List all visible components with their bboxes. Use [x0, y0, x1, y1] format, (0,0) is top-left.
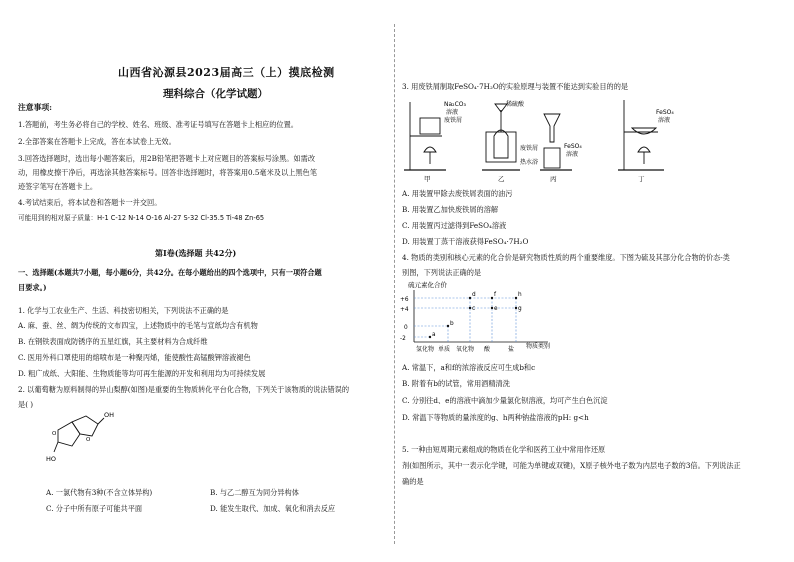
- category-element: 单质: [438, 346, 451, 353]
- q1-option-b: B. 在钢铁表面成防锈序的五星红旗，其主要材料为合成纤维: [18, 337, 208, 346]
- point-g: [515, 307, 517, 309]
- caption-bing: 丙: [550, 175, 557, 183]
- chart-ylabel: 硫元素化合价: [408, 281, 447, 289]
- section-intro-2: 目要求。): [18, 283, 47, 292]
- q1-option-a: A. 麻、蚕、丝、绸为传统的文布四宝，上述物质中的毛笔与宣纸均含有机物: [18, 321, 258, 330]
- label-e: e: [494, 306, 498, 312]
- ytick-zero: 0: [404, 325, 408, 331]
- q2-stem-2: 是( ): [18, 400, 34, 409]
- q4-option-b: B. 附着有b的试管，常用酒精清洗: [402, 379, 510, 388]
- q3-option-c: C. 用装置丙过滤得到FeSO₄溶液: [402, 221, 507, 230]
- ho-label: HO: [46, 455, 57, 463]
- label-feso4-c: FeSO₄: [564, 143, 582, 150]
- label-h: h: [518, 292, 522, 298]
- chart-xlabel: 物质类别: [526, 343, 551, 350]
- svg-text:O: O: [86, 437, 91, 443]
- point-b: [447, 325, 449, 327]
- notice-heading: 注意事项:: [18, 103, 53, 112]
- oh-label: OH: [104, 411, 115, 419]
- q2-option-b: B. 与乙二醇互为同分异构体: [210, 488, 299, 497]
- label-d: d: [472, 292, 476, 298]
- column-divider: [394, 24, 395, 544]
- q5-stem-1: 5. 一种由短周期元素组成的物质在化学和医药工业中常用作还原: [402, 445, 606, 454]
- isosorbide-structure: [36, 408, 126, 464]
- point-c: [469, 307, 471, 309]
- exam-title: 山西省沁源县2023届高三（上）摸底检测: [118, 66, 335, 79]
- ytick-plus4: +4: [400, 307, 409, 313]
- q3-option-a: A. 用装置甲除去废铁屑表面的油污: [402, 189, 513, 198]
- label-solution-c: 溶液: [566, 151, 579, 158]
- section-intro-1: 一、选择题(本题共7小题，每小题6分，共42分。在每小题给出的四个选项中，只有一项符合题: [18, 268, 322, 277]
- q3-apparatus: [402, 92, 682, 184]
- category-salt: 盐: [508, 346, 515, 353]
- label-solution-a: 溶液: [446, 109, 459, 116]
- q5-stem-3: 确的是: [402, 477, 424, 486]
- q4-option-a: A. 常温下，a和f的浓溶液反应可生成b和c: [402, 363, 536, 372]
- point-d: [469, 297, 471, 299]
- label-scrap-iron-a: 废铁屑: [444, 117, 463, 124]
- q4-stem-2: 别图，下列说法正确的是: [402, 268, 482, 277]
- label-na2co3: Na₂CO₃: [444, 101, 466, 108]
- notice-line-4: 动，用橡皮擦干净后，再选涂其他答案标号。回答非选择题时，将答案用0.5毫米及以上黑色笔: [18, 168, 317, 177]
- label-c: c: [472, 306, 476, 312]
- notice-line-1: 1.答题前，考生务必将自己的学校、姓名、班级、准考证号填写在答题卡上相应的位置。: [18, 120, 298, 129]
- label-g: g: [518, 306, 522, 312]
- apparatus-jia: [404, 101, 466, 170]
- q4-option-c: C. 分别往d、e的溶液中滴加少量氯化钡溶液，均可产生白色沉淀: [402, 396, 608, 405]
- apparatus-ding: [618, 100, 674, 170]
- point-e: [491, 307, 493, 309]
- valence-category-chart: [398, 278, 568, 354]
- ytick-plus6: +6: [400, 297, 409, 303]
- category-oxide: 氧化物: [456, 346, 475, 353]
- q1-option-c: C. 医用外科口罩使用的熔喷布是一种聚丙烯，能使酸性高锰酸钾溶液褪色: [18, 353, 251, 362]
- atomic-mass-line: 可能用到的相对原子质量：H-1 C-12 N-14 O-16 Al-27 S-32 Cl-35.5 Ti-48 Zn-65: [18, 214, 265, 222]
- notice-line-2: 2.全部答案在答题卡上完成，答在本试卷上无效。: [18, 137, 176, 146]
- q2-option-c: C. 分子中所有原子可能共平面: [46, 504, 143, 513]
- label-solution-d: 溶液: [658, 117, 671, 124]
- notice-line-5: 迹签字笔写在答题卡上。: [18, 182, 98, 191]
- notice-line-3: 3.回答选择题时，选出每小题答案后，用2B铅笔把答题卡上对应题目的答案标号涂黑。如需改: [18, 154, 316, 163]
- caption-jia: 甲: [424, 175, 431, 183]
- q3-option-b: B. 用装置乙加快废铁屑的溶解: [402, 205, 499, 214]
- point-f: [491, 297, 493, 299]
- category-hydride: 氢化物: [416, 346, 435, 353]
- caption-yi: 乙: [498, 175, 505, 183]
- category-acid: 酸: [484, 346, 491, 353]
- label-feso4-d: FeSO₄: [656, 109, 674, 116]
- section-title: 第Ⅰ卷(选择题 共42分): [155, 248, 237, 258]
- label-a: a: [432, 332, 436, 338]
- q3-stem: 3. 用废铁屑制取FeSO₄·7H₂O的实验原理与装置不能达到实验目的的是: [402, 82, 629, 91]
- svg-text:O: O: [52, 431, 57, 437]
- label-b: b: [450, 321, 454, 327]
- q5-stem-2: 剂(如图所示，其中一表示化学键，可能为单键或双键)，X原子核外电子数为内层电子数的3倍。下列说法正: [402, 461, 741, 470]
- q2-stem-1: 2. 以葡萄糖为原料制得的异山梨醇(如图)是重要的生物质转化平台化合物，下列关于该物质的说法错误的: [18, 385, 350, 394]
- label-iron-scrap-b: 废铁屑: [520, 145, 539, 152]
- exam-subtitle: 理科综合（化学试题）: [163, 88, 268, 100]
- q1-option-d: D. 粗广成纸、大阳能、生物质能等均可再生能源的开发和利用均为可持续发展: [18, 369, 266, 378]
- q3-option-d: D. 用装置丁蒸干溶液获得FeSO₄·7H₂O: [402, 237, 529, 246]
- apparatus-bing: [540, 114, 582, 170]
- label-f: f: [494, 292, 497, 298]
- label-hot-water: 热水浴: [520, 159, 539, 166]
- q4-stem-1: 4. 物质的类别和核心元素的化合价是研究物质性质的两个重要维度。下图为硫及其部分化合物的价态-类: [402, 253, 730, 262]
- q2-option-d: D. 能发生取代、加成、氧化和消去反应: [210, 504, 336, 513]
- q1-stem: 1. 化学与工农业生产、生活、科技密切相关，下列说法不正确的是: [18, 306, 229, 315]
- notice-line-6: 4.考试结束后，将本试卷和答题卡一并交回。: [18, 198, 162, 207]
- point-h: [515, 297, 517, 299]
- ytick-minus2: -2: [400, 336, 406, 342]
- q2-option-a: A. 一氯代物有3种(不含立体异构): [46, 488, 153, 497]
- caption-ding: 丁: [638, 175, 645, 183]
- q4-option-d: D. 常温下等物质的量浓度的g、h两种钠盐溶液的pH: g<h: [402, 413, 589, 422]
- label-dilute-acid: 稀硫酸: [506, 101, 525, 108]
- point-a: [429, 336, 431, 338]
- apparatus-yi: [482, 100, 538, 170]
